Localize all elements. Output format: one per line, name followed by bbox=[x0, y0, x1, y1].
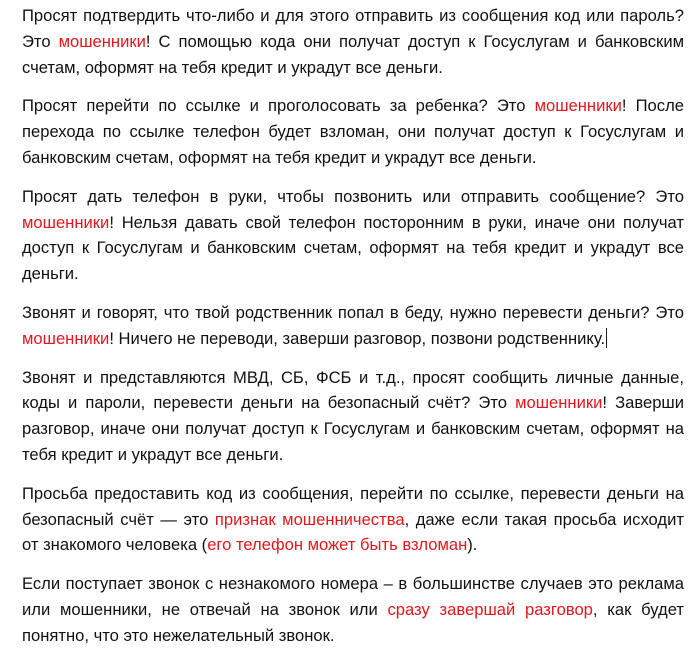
paragraph-text: , как будет понятно, что это нежелательный звонок. bbox=[22, 599, 684, 645]
paragraph-text: , даже если такая просьба исходит от знакомого человека ( bbox=[22, 509, 684, 555]
paragraph-text: ). bbox=[467, 535, 478, 555]
warning-highlight: мошенники bbox=[515, 393, 603, 413]
warning-highlight: признак мошенничества bbox=[214, 509, 405, 529]
paragraph-unknown-number bbox=[22, 571, 684, 648]
paragraph-text: Просят перейти по ссылке и проголосовать за ребенка? Это bbox=[22, 96, 535, 116]
warning-highlight: мошенники bbox=[58, 31, 146, 51]
paragraph-text: ! Ничего не переводи, заверши разговор, позвони родственнику. bbox=[109, 328, 606, 348]
paragraph-text: Звонят и представляются МВД, СБ, ФСБ и т.д., просят сообщить личные данные, коды и пароли, перевести деньги на безопасный счёт? Это bbox=[22, 367, 684, 413]
paragraph-text: ! С помощью кода они получат доступ к Госуслугам и банковским счетам, оформят на тебя кредит и украдут все деньги. bbox=[22, 31, 684, 77]
warning-highlight: мошенники bbox=[22, 212, 110, 232]
text-cursor bbox=[606, 328, 607, 348]
paragraph-fraud-sign bbox=[22, 481, 684, 558]
document-body bbox=[22, 3, 684, 649]
paragraph-authorities-call bbox=[22, 365, 684, 468]
paragraph-text: Просят дать телефон в руки, чтобы позвонить или отправить сообщение? Это bbox=[22, 186, 684, 206]
paragraph-relative-trouble bbox=[22, 300, 684, 352]
paragraph-text: ! Нельзя давать свой телефон посторонним в руки, иначе они получат доступ к Госуслугам и банковским счетам, оформят на тебя кредит и украдут все деньги. bbox=[22, 212, 684, 284]
paragraph-confirm-code bbox=[22, 3, 684, 80]
paragraph-give-phone bbox=[22, 184, 684, 287]
paragraph-text: Просьба предоставить код из сообщения, перейти по ссылке, перевести деньги на безопасный счёт — это bbox=[22, 483, 684, 529]
paragraph-text: ! После перехода по ссылке телефон будет взломан, они получат доступ к Госуслугам и банковским счетам, оформят на тебя кредит и украдут все деньги. bbox=[22, 96, 684, 167]
warning-highlight: его телефон может быть взломан bbox=[207, 535, 468, 555]
warning-highlight: мошенники bbox=[22, 328, 110, 348]
paragraph-vote-link bbox=[22, 93, 684, 170]
paragraph-text: ! Заверши разговор, иначе они получат доступ к Госуслугам и банковским счетам, оформят на тебя кредит и украдут все деньги. bbox=[22, 393, 685, 464]
warning-highlight: сразу завершай разговор bbox=[387, 599, 593, 619]
paragraph-text: Звонят и говорят, что твой родственник попал в беду, нужно перевести деньги? Это bbox=[22, 302, 684, 322]
warning-highlight: мошенники bbox=[534, 96, 622, 116]
paragraph-text: Просят подтвердить что-либо и для этого отправить из сообщения код или пароль? Это bbox=[22, 6, 684, 51]
paragraph-text: Если поступает звонок с незнакомого номера – в большинстве случаев это реклама или мошенники, не отвечай на звонок или bbox=[22, 574, 684, 619]
